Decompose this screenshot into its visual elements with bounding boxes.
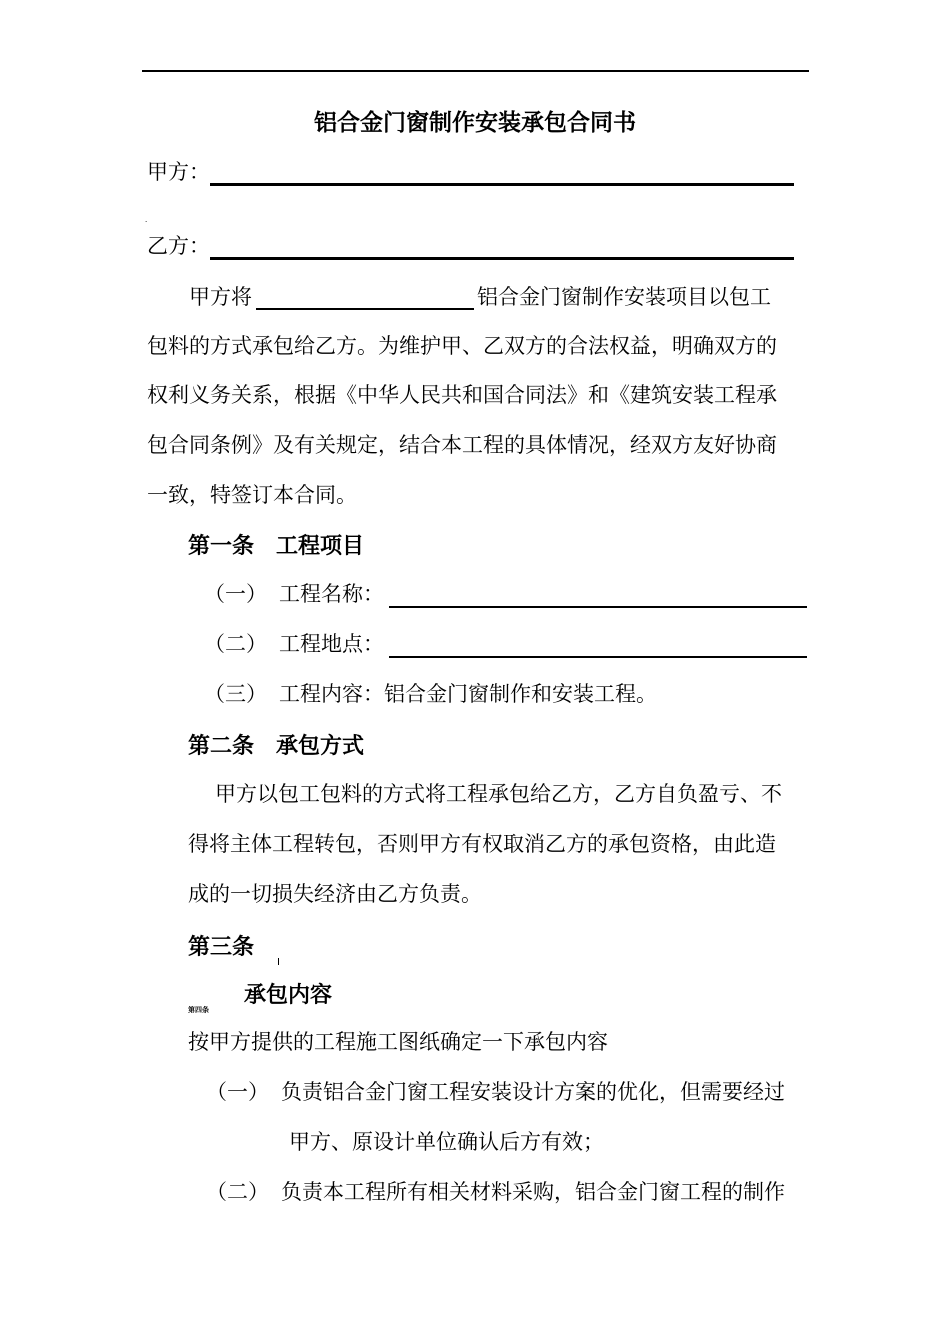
article3-item2-num: （二） bbox=[206, 1180, 269, 1204]
header-rule bbox=[142, 70, 809, 72]
article2-line2: 得将主体工程转包，否则甲方有权取消乙方的承包资格，由此造 bbox=[188, 832, 776, 856]
intro-line3: 权利义务关系，根据《中华人民共和国合同法》和《建筑安装工程承 bbox=[147, 383, 777, 407]
project-name-blank-line bbox=[256, 308, 474, 310]
article3-item2-line1: 负责本工程所有相关材料采购，铝合金门窗工程的制作 bbox=[281, 1180, 785, 1204]
article1-heading: 第一条 工程项目 bbox=[188, 534, 365, 559]
party-b-label: 乙方： bbox=[147, 234, 210, 258]
project-location-label: 工程地点： bbox=[279, 632, 384, 656]
article3-item1-num: （一） bbox=[206, 1080, 269, 1104]
article4-tiny-label: 第四条 bbox=[188, 1006, 209, 1014]
article2-line3: 成的一切损失经济由乙方负责。 bbox=[188, 882, 482, 906]
party-a-label: 甲方： bbox=[147, 160, 210, 184]
project-name-label: 工程名称： bbox=[279, 582, 384, 606]
stray-mark: . bbox=[145, 216, 148, 224]
intro-line1-prefix: 甲方将 bbox=[189, 285, 252, 309]
article3-heading-number: 第三条 bbox=[188, 935, 255, 960]
intro-line2: 包料的方式承包给乙方。为维护甲、乙双方的合法权益，明确双方的 bbox=[147, 334, 777, 358]
article3-heading-title: 承包内容 bbox=[244, 983, 333, 1008]
intro-line1-suffix: 铝合金门窗制作安装项目以包工 bbox=[477, 285, 771, 309]
party-a-blank-line bbox=[210, 183, 794, 186]
project-content-text: 工程内容：铝合金门窗制作和安装工程。 bbox=[279, 682, 657, 706]
intro-line5: 一致，特签订本合同。 bbox=[147, 483, 357, 507]
project-name-field-line bbox=[389, 606, 807, 608]
article1-item3-num: （三） bbox=[204, 682, 267, 706]
document-title: 铝合金门窗制作安装承包合同书 bbox=[314, 110, 636, 136]
party-b-blank-line bbox=[210, 257, 794, 260]
project-location-field-line bbox=[389, 656, 807, 658]
article3-item1-line1: 负责铝合金门窗工程安装设计方案的优化，但需要经过 bbox=[281, 1080, 785, 1104]
article3-intro: 按甲方提供的工程施工图纸确定一下承包内容 bbox=[188, 1030, 608, 1054]
article2-heading: 第二条 承包方式 bbox=[188, 734, 365, 759]
intro-line4: 包合同条例》及有关规定，结合本工程的具体情况，经双方友好协商 bbox=[147, 433, 777, 457]
article2-line1: 甲方以包工包料的方式将工程承包给乙方，乙方自负盈亏、不 bbox=[215, 782, 782, 806]
cursor-mark bbox=[278, 958, 279, 965]
article1-item2-num: （二） bbox=[204, 632, 267, 656]
article1-item1-num: （一） bbox=[204, 582, 267, 606]
article3-item1-line2: 甲方、原设计单位确认后方有效； bbox=[289, 1130, 604, 1154]
